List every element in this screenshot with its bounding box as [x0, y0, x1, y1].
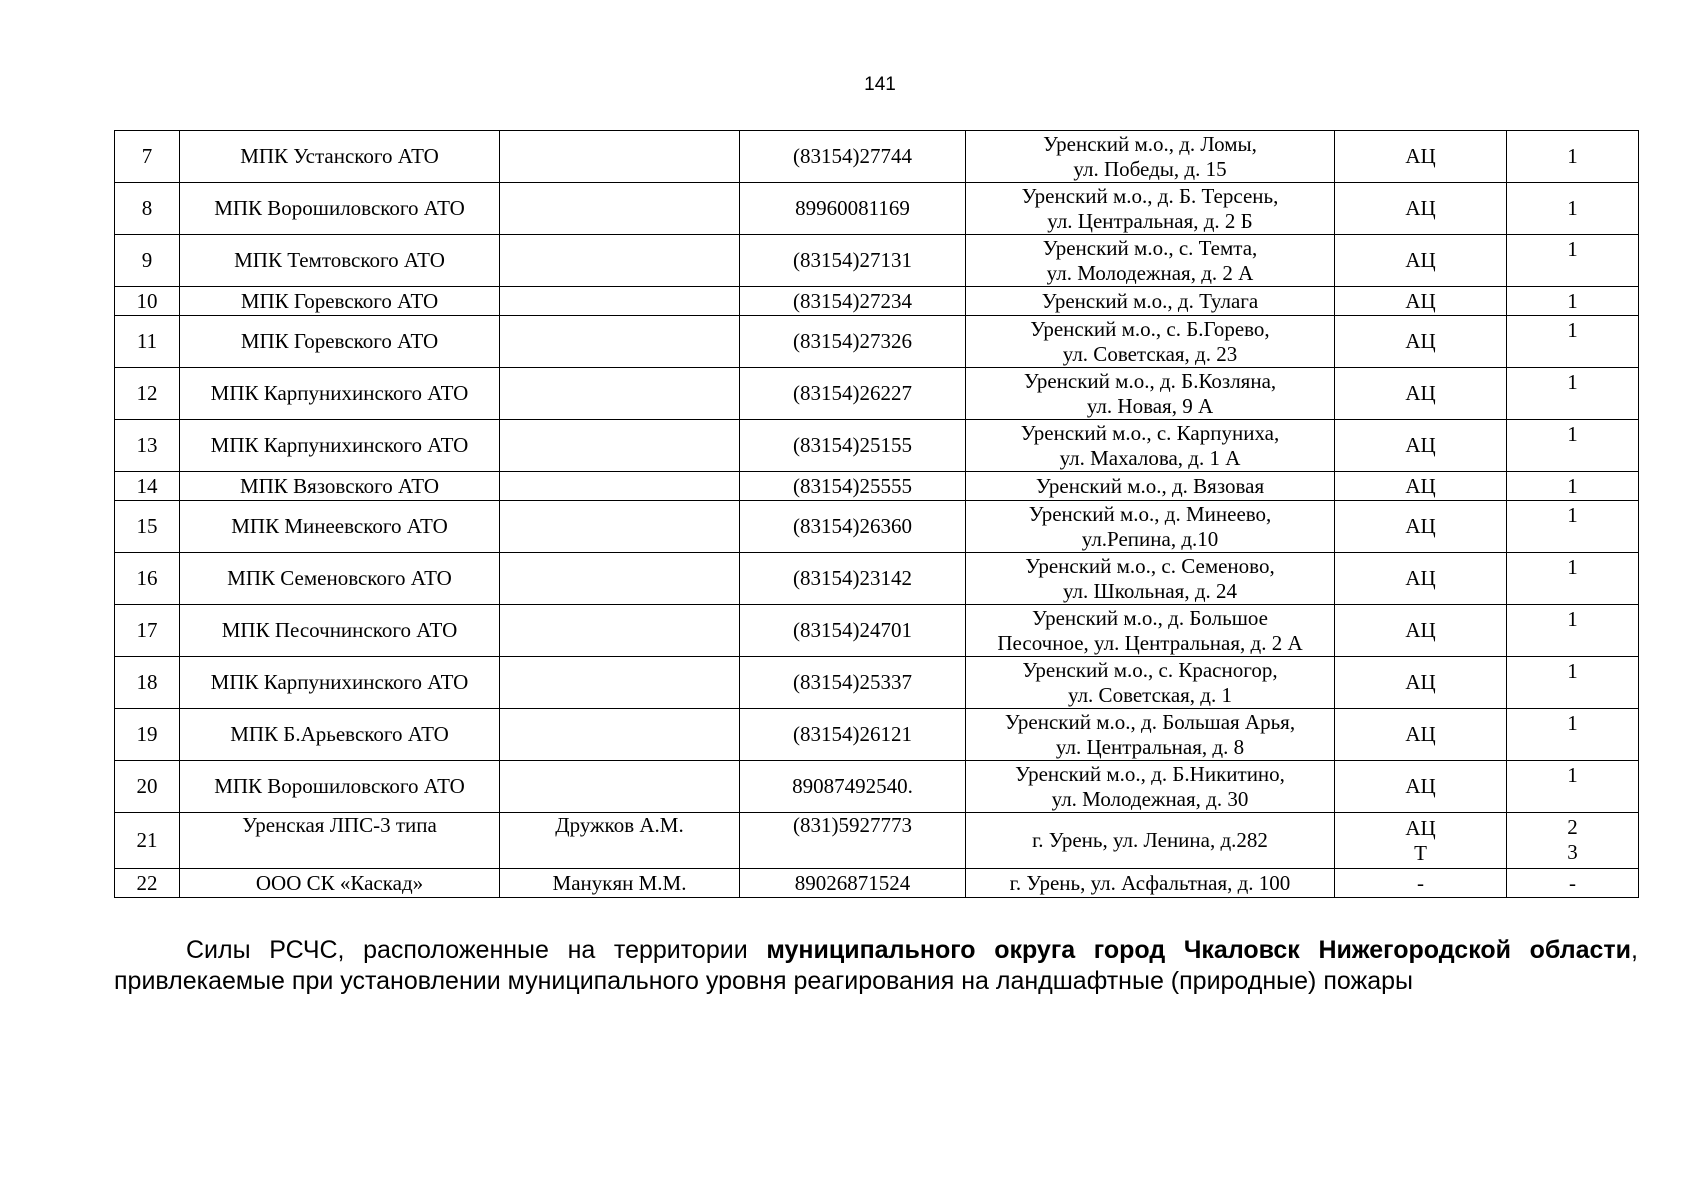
address-line-2: ул. Новая, 9 А: [1086, 393, 1214, 418]
equipment-type-1: АЦ: [1405, 722, 1436, 746]
address-cell: [966, 869, 1335, 898]
unit-count: [1507, 287, 1639, 316]
address-line-2: ул. Советская, д. 1: [1068, 682, 1232, 707]
address-cell: [966, 709, 1335, 761]
head-name: [500, 131, 740, 183]
phone-number: (83154)27234: [740, 287, 966, 316]
unit-name: МПК Карпунихинского АТО: [180, 657, 500, 709]
table-row: [115, 131, 1639, 183]
head-name: Манукян М.М.: [500, 869, 740, 898]
address-cell: [966, 287, 1335, 316]
unit-name: МПК Ворошиловского АТО: [180, 183, 500, 235]
phone-number: (83154)25155: [740, 420, 966, 472]
address-line-2: ул. Центральная, д. 8: [1055, 734, 1245, 759]
equipment-type: [1335, 287, 1507, 316]
address-line-1: Уренский м.о., с. Карпуниха,: [1020, 420, 1280, 445]
equipment-type: [1335, 657, 1507, 709]
phone-number: (83154)26360: [740, 501, 966, 553]
equipment-type-1: АЦ: [1405, 670, 1436, 694]
table-row: [115, 501, 1639, 553]
address-line-2: ул.Репина, д.10: [1081, 526, 1219, 551]
address-line-2: Песочное, ул. Центральная, д. 2 А: [997, 630, 1303, 655]
equipment-type: [1335, 420, 1507, 472]
unit-name: МПК Б.Арьевского АТО: [180, 709, 500, 761]
unit-count: [1507, 709, 1639, 761]
phone-number: (83154)27744: [740, 131, 966, 183]
row-number: 13: [115, 420, 180, 472]
row-number: 14: [115, 472, 180, 501]
unit-count-1: 1: [1567, 144, 1578, 168]
forces-table: [114, 130, 1639, 898]
unit-count-2: 3: [1567, 840, 1578, 864]
phone-number: (83154)27326: [740, 316, 966, 368]
phone-number: (83154)23142: [740, 553, 966, 605]
address-cell: [966, 605, 1335, 657]
equipment-type: [1335, 472, 1507, 501]
unit-count: [1507, 183, 1639, 235]
unit-count-1: 1: [1567, 555, 1578, 579]
equipment-type-1: АЦ: [1405, 815, 1436, 840]
table-row: [115, 709, 1639, 761]
address-cell: [966, 813, 1335, 869]
equipment-type: [1335, 183, 1507, 235]
row-number: 19: [115, 709, 180, 761]
address-line-1: Уренский м.о., с. Б.Горево,: [1030, 316, 1270, 341]
row-number: 8: [115, 183, 180, 235]
unit-name: МПК Минеевского АТО: [180, 501, 500, 553]
unit-count-1: 1: [1567, 318, 1578, 342]
unit-name: МПК Песочнинского АТО: [180, 605, 500, 657]
address-line-1: Уренский м.о., д. Б. Терсень,: [1021, 183, 1279, 208]
equipment-type: [1335, 368, 1507, 420]
head-name: [500, 183, 740, 235]
head-name: [500, 657, 740, 709]
unit-count: [1507, 235, 1639, 287]
equipment-type-1: АЦ: [1405, 196, 1436, 220]
phone-number: (83154)27131: [740, 235, 966, 287]
phone-number: (83154)25337: [740, 657, 966, 709]
unit-count: [1507, 316, 1639, 368]
equipment-type: [1335, 501, 1507, 553]
paragraph-lead: Силы РСЧС, расположенные на территории: [186, 936, 748, 964]
unit-count-1: 1: [1567, 763, 1578, 787]
phone-number: 89026871524: [740, 869, 966, 898]
equipment-type-1: АЦ: [1405, 381, 1436, 405]
row-number: 9: [115, 235, 180, 287]
head-name: [500, 420, 740, 472]
table-row: [115, 813, 1639, 869]
unit-count: [1507, 131, 1639, 183]
unit-count-1: 1: [1567, 659, 1578, 683]
phone-number: (83154)24701: [740, 605, 966, 657]
address-line-1: Уренский м.о., д. Вязовая: [1035, 473, 1265, 498]
unit-name: МПК Семеновского АТО: [180, 553, 500, 605]
unit-count-1: 1: [1567, 370, 1578, 394]
phone-number: 89087492540.: [740, 761, 966, 813]
equipment-type-1: АЦ: [1405, 288, 1436, 313]
equipment-type-1: АЦ: [1405, 514, 1436, 538]
row-number: 15: [115, 501, 180, 553]
address-cell: [966, 235, 1335, 287]
unit-count: [1507, 368, 1639, 420]
equipment-type: [1335, 709, 1507, 761]
unit-count-1: 1: [1567, 196, 1578, 220]
unit-count: [1507, 420, 1639, 472]
equipment-type-1: АЦ: [1405, 329, 1436, 353]
address-line-2: ул. Махалова, д. 1 А: [1059, 445, 1241, 470]
unit-count-1: 1: [1567, 422, 1578, 446]
address-line-2: ул. Молодежная, д. 2 А: [1046, 260, 1254, 285]
table-row: [115, 657, 1639, 709]
phone-number: (831)5927773: [740, 813, 966, 869]
unit-count: [1507, 761, 1639, 813]
equipment-type: [1335, 316, 1507, 368]
table-row: [115, 235, 1639, 287]
address-line-1: Уренский м.о., с. Красногор,: [1022, 657, 1278, 682]
head-name: [500, 553, 740, 605]
page-number: 141: [864, 74, 896, 95]
table-row: [115, 605, 1639, 657]
address-line-1: Уренский м.о., с. Семеново,: [1025, 553, 1275, 578]
paragraph-comma: ,: [1631, 936, 1638, 964]
equipment-type-1: АЦ: [1405, 473, 1436, 498]
address-cell: [966, 131, 1335, 183]
table-row: [115, 316, 1639, 368]
unit-name: МПК Карпунихинского АТО: [180, 368, 500, 420]
address-cell: [966, 501, 1335, 553]
head-name: [500, 316, 740, 368]
unit-count-1: 1: [1567, 473, 1578, 498]
head-name: [500, 501, 740, 553]
address-cell: [966, 183, 1335, 235]
paragraph-tail: привлекаемые при установлении муниципального уровня реагирования на ландшафтные (природные) пожары: [114, 967, 1413, 995]
equipment-type: [1335, 869, 1507, 898]
unit-name: Уренская ЛПС-3 типа: [180, 813, 500, 869]
head-name: [500, 709, 740, 761]
address-line-1: Уренский м.о., д. Минеево,: [1028, 501, 1272, 526]
head-name: [500, 368, 740, 420]
equipment-type: [1335, 235, 1507, 287]
row-number: 7: [115, 131, 180, 183]
unit-name: МПК Ворошиловского АТО: [180, 761, 500, 813]
equipment-type-2: Т: [1414, 840, 1427, 865]
phone-number: (83154)26227: [740, 368, 966, 420]
equipment-type-1: АЦ: [1405, 618, 1436, 642]
table-row: [115, 287, 1639, 316]
head-name: Дружков А.М.: [500, 813, 740, 869]
unit-count-1: 1: [1567, 288, 1578, 313]
table-row: [115, 183, 1639, 235]
unit-name: МПК Вязовского АТО: [180, 472, 500, 501]
phone-number: (83154)26121: [740, 709, 966, 761]
equipment-type-1: АЦ: [1405, 433, 1436, 457]
address-line-1: г. Урень, ул. Асфальтная, д. 100: [1009, 870, 1291, 895]
table-row: [115, 761, 1639, 813]
equipment-type: [1335, 813, 1507, 869]
row-number: 18: [115, 657, 180, 709]
unit-count-1: -: [1569, 870, 1576, 895]
unit-count-1: 2: [1567, 815, 1578, 839]
head-name: [500, 761, 740, 813]
equipment-type: [1335, 605, 1507, 657]
row-number: 17: [115, 605, 180, 657]
unit-count-1: 1: [1567, 503, 1578, 527]
address-cell: [966, 761, 1335, 813]
unit-name: ООО СК «Каскад»: [180, 869, 500, 898]
table-row: [115, 869, 1639, 898]
row-number: 22: [115, 869, 180, 898]
unit-name: МПК Горевского АТО: [180, 287, 500, 316]
unit-count: [1507, 605, 1639, 657]
address-line-1: Уренский м.о., д. Большое: [1032, 605, 1268, 630]
row-number: 21: [115, 813, 180, 869]
table-row: [115, 553, 1639, 605]
equipment-type: [1335, 131, 1507, 183]
address-cell: [966, 657, 1335, 709]
head-name: [500, 287, 740, 316]
row-number: 10: [115, 287, 180, 316]
address-cell: [966, 553, 1335, 605]
unit-count-1: 1: [1567, 711, 1578, 735]
equipment-type-1: -: [1417, 870, 1424, 895]
equipment-type-1: АЦ: [1405, 774, 1436, 798]
unit-name: МПК Устанского АТО: [180, 131, 500, 183]
address-cell: [966, 316, 1335, 368]
row-number: 12: [115, 368, 180, 420]
address-cell: [966, 472, 1335, 501]
row-number: 11: [115, 316, 180, 368]
section-paragraph: [114, 935, 1638, 997]
address-line-1: г. Урень, ул. Ленина, д.282: [1032, 828, 1268, 852]
address-line-2: ул. Советская, д. 23: [1062, 341, 1238, 366]
unit-count: [1507, 813, 1639, 869]
phone-number: (83154)25555: [740, 472, 966, 501]
equipment-type: [1335, 761, 1507, 813]
equipment-type-1: АЦ: [1405, 566, 1436, 590]
unit-count: [1507, 501, 1639, 553]
address-line-2: ул. Победы, д. 15: [1073, 156, 1227, 181]
address-cell: [966, 420, 1335, 472]
address-line-2: ул. Молодежная, д. 30: [1051, 786, 1249, 811]
equipment-type: [1335, 553, 1507, 605]
address-line-1: Уренский м.о., с. Темта,: [1042, 235, 1258, 260]
unit-count: [1507, 657, 1639, 709]
row-number: 16: [115, 553, 180, 605]
head-name: [500, 235, 740, 287]
unit-name: МПК Горевского АТО: [180, 316, 500, 368]
phone-number: 89960081169: [740, 183, 966, 235]
table-row: [115, 420, 1639, 472]
unit-count: [1507, 869, 1639, 898]
row-number: 20: [115, 761, 180, 813]
unit-name: МПК Карпунихинского АТО: [180, 420, 500, 472]
unit-name: МПК Темтовского АТО: [180, 235, 500, 287]
address-line-1: Уренский м.о., д. Б.Козляна,: [1023, 368, 1277, 393]
unit-count: [1507, 472, 1639, 501]
head-name: [500, 605, 740, 657]
address-line-1: Уренский м.о., д. Б.Никитино,: [1015, 761, 1285, 786]
unit-count: [1507, 553, 1639, 605]
paragraph-bold: муниципального округа город Чкаловск Нижегородской области: [766, 936, 1632, 964]
table-row: [115, 472, 1639, 501]
head-name: [500, 472, 740, 501]
unit-count-1: 1: [1567, 607, 1578, 631]
equipment-type-1: АЦ: [1405, 248, 1436, 272]
address-line-1: Уренский м.о., д. Ломы,: [1043, 131, 1257, 156]
address-line-1: Уренский м.о., д. Большая Арья,: [1004, 709, 1296, 734]
equipment-type-1: АЦ: [1405, 144, 1436, 168]
address-line-1: Уренский м.о., д. Тулага: [1041, 288, 1259, 313]
unit-count-1: 1: [1567, 237, 1578, 261]
address-line-2: ул. Школьная, д. 24: [1062, 578, 1238, 603]
address-cell: [966, 368, 1335, 420]
table-row: [115, 368, 1639, 420]
address-line-2: ул. Центральная, д. 2 Б: [1047, 208, 1253, 233]
